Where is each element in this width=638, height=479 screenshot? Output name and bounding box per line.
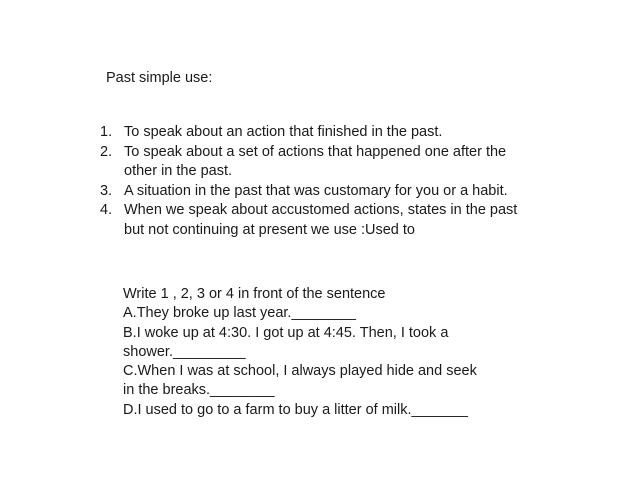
exercise-line: shower._________ [123,343,246,360]
use-item [100,182,540,202]
exercise-line: B.I woke up at 4:30. I got up at 4:45. Then, I took a [123,324,449,341]
exercise-block [123,285,523,420]
use-text: A situation in the past that was customary for you or a habit. [124,182,508,199]
use-item [100,143,540,182]
exercise-line: D.I used to go to a farm to buy a litter of milk._______ [123,401,468,418]
use-item [100,123,540,143]
use-text: To speak about a set of actions that happened one after the other in the past. [124,143,507,180]
exercise-line: A.They broke up last year.________ [123,305,356,322]
use-item [100,201,540,240]
use-text: When we speak about accustomed actions, states in the past but not continuing at present we use :Used to [124,202,518,238]
exercise-line: C.When I was at school, I always played hide and seek [123,363,477,380]
use-number: 1. [100,124,113,140]
heading: Past simple use: [106,70,213,86]
exercise-line: in the breaks.________ [123,382,275,399]
use-text: To speak about an action that finished in the past. [124,124,443,140]
use-number: 2. [100,143,113,160]
uses-list [100,123,540,241]
exercise-instruction: Write 1 , 2, 3 or 4 in front of the sentence [123,286,386,302]
use-number: 4. [100,202,113,219]
use-number: 3. [100,182,113,199]
